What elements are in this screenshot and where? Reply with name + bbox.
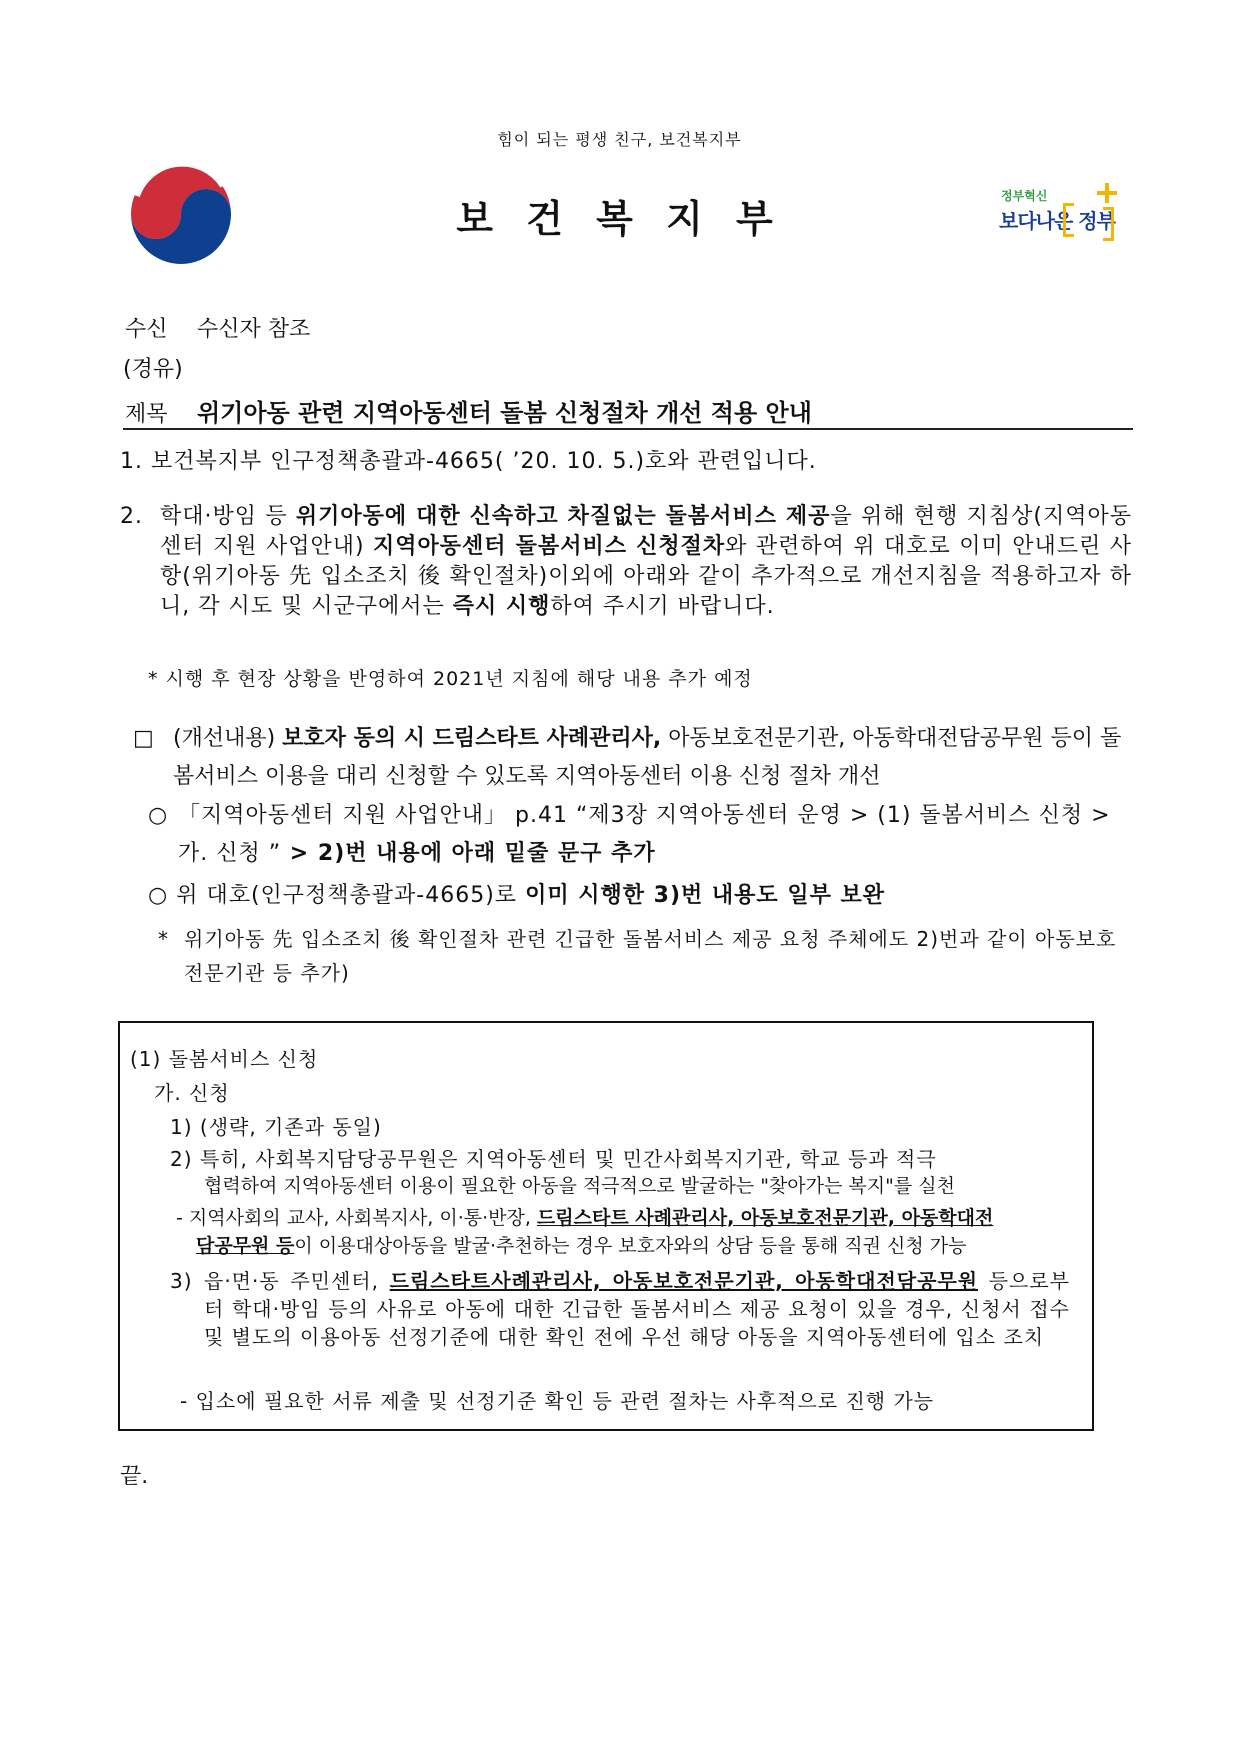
circle-item-2 [148, 878, 885, 909]
box-item-2-line-1: 2) 특히, 사회복지담당공무원은 지역아동센터 및 민간사회복지기관, 학교 등과 적극 [170, 1147, 937, 1171]
d1-underlined-a: 드림스타트 사례관리사, 아동보호전문기관, 아동학대전 [536, 1207, 994, 1229]
paragraph-2-number: 2. [120, 504, 143, 529]
p2-text-f: 즉시 시행 [452, 594, 551, 619]
plus-icon-bar [1097, 191, 1117, 195]
note-2 [158, 922, 1133, 990]
improvement-item [133, 720, 1133, 796]
box-dash-1-line-2 [196, 1231, 967, 1258]
bracket-right-icon [1103, 207, 1114, 241]
recipient-label: 수신 [125, 317, 168, 342]
paragraph-2-body [160, 502, 1132, 622]
paragraph-2 [120, 502, 1132, 622]
circle-bullet-icon: ○ [148, 883, 169, 908]
p2-text-b: 위기아동에 대한 신속하고 차질없는 돌봄서비스 제공 [295, 504, 831, 529]
recipient-line [125, 312, 310, 343]
p2-text-d: 지역아동센터 돌봄서비스 신청절차 [373, 534, 726, 559]
i3-text-a: 읍·면·동 주민센터, [204, 1269, 390, 1293]
sq-text-a: (개선내용) [173, 726, 283, 751]
c1-text-a: 「지역아동센터 지원 사업안내」 p.41 “제3장 지역아동센터 운영 > (1) 돌봄서비스 신청 > 가. 신청 ” [178, 803, 1111, 866]
d1-text-d: 이 이용대상아동을 발굴·추천하는 경우 보호자와의 상담 등을 통해 직권 신청 가능 [294, 1235, 967, 1257]
box-item-1: 1) (생략, 기존과 동일) [170, 1115, 382, 1139]
via-line: (경유) [123, 357, 183, 382]
gov-logo-big-a: 보다나은 [999, 209, 1073, 233]
bracket-left-icon [1063, 203, 1074, 237]
gov-logo-small-text: 정부혁신 [1001, 189, 1048, 203]
c1-text-b: > 2)번 내용에 아래 밑줄 문구 추가 [281, 841, 656, 866]
sq-text-b: 보호자 동의 시 드림스타트 사례관리사, [282, 726, 662, 751]
box-heading-2: 가. 신청 [154, 1081, 230, 1105]
circle-item-1 [148, 797, 1133, 873]
square-bullet-icon: □ [133, 726, 154, 751]
end-mark: 끝. [120, 1464, 149, 1489]
paragraph-1: 1. 보건복지부 인구정책총괄과-4665( ’20. 10. 5.)호와 관련입니다. [120, 449, 817, 474]
circle-item-1-text [178, 797, 1133, 873]
box-item-2-line-2: 협력하여 지역아동센터 이용이 필요한 아동을 적극적으로 발굴하는 "찾아가는 복지"를 실천 [204, 1175, 955, 1197]
d1-underlined-b: 담공무원 등 [196, 1235, 295, 1257]
subject-label: 제목 [125, 402, 168, 427]
organization-name: 보 건 복 지 부 [456, 197, 783, 241]
box-item-3 [170, 1267, 1070, 1351]
slogan: 힘이 되는 평생 친구, 보건복지부 [497, 130, 742, 149]
box-dash-1-line-1 [176, 1203, 993, 1230]
gov-logo-big-b: 정부 [1078, 209, 1115, 233]
p2-text-c: 을 위해 현행 지침상(지역아동센터 지원 사업안내) [160, 504, 1132, 559]
note-2-mark: * [158, 927, 169, 951]
sq-text-c: 아동보호전문기관, 아동학대전담공무원 등이 돌봄서비스 이용을 대리 신청할 수 있도록 지역아동센터 이용 신청 절차 개선 [173, 726, 1122, 789]
box-dash-2: - 입소에 필요한 서류 제출 및 선정기준 확인 등 관련 절차는 사후적으로 진행 가능 [180, 1389, 935, 1413]
gov-logo-big-text [999, 205, 1115, 234]
box-heading-1: (1) 돌봄서비스 신청 [130, 1047, 319, 1071]
p2-text-e: 와 관련하여 위 대호로 이미 안내드린 사항(위기아동 先 입소조치 後 확인절차)이외에 아래와 같이 추가적으로 개선지침을 적용하고자 하니, 각 시도 및 시군구에서는 [160, 534, 1132, 619]
note-1: * 시행 후 현장 상황을 반영하여 2021년 지침에 해당 내용 추가 예정 [148, 668, 753, 690]
subject-title: 위기아동 관련 지역아동센터 돌봄 신청절차 개선 적용 안내 [197, 399, 812, 427]
subject-line [125, 393, 812, 428]
government-innovation-logo [995, 183, 1127, 247]
c2-text-b: 이미 시행한 3)번 내용도 일부 보완 [525, 883, 885, 908]
note-2-text: 위기아동 先 입소조치 後 확인절차 관련 긴급한 돌봄서비스 제공 요청 주체에도 2)번과 같이 아동보호전문기관 등 추가) [184, 927, 1117, 985]
recipient-value: 수신자 참조 [197, 317, 311, 342]
box-item-3-number: 3) [170, 1269, 193, 1293]
d1-text-a: - 지역사회의 교사, 사회복지사, 이·통·반장, [176, 1207, 537, 1229]
i3-underlined: 드림스타트사례관리사, 아동보호전문기관, 아동학대전담공무원 [389, 1269, 979, 1293]
excerpt-box [118, 1021, 1094, 1431]
p2-text-a: 학대·방임 등 [160, 504, 296, 529]
i3-text-c: 등으로부터 학대·방임 등의 사유로 아동에 대한 긴급한 돌봄서비스 제공 요청이 있을 경우, 신청서 접수 및 별도의 이용아동 선정기준에 대한 확인 전에 우선 해당 아동을 지역아동센터에 입소 조치 [204, 1269, 1070, 1349]
circle-bullet-icon: ○ [148, 803, 169, 828]
subject-divider [123, 428, 1133, 430]
box-item-3-text [204, 1267, 1070, 1351]
improvement-text [173, 720, 1133, 796]
c2-text-a: 위 대호(인구정책총괄과-4665)로 [176, 883, 526, 908]
p2-text-g: 하여 주시기 바랍니다. [550, 594, 775, 619]
